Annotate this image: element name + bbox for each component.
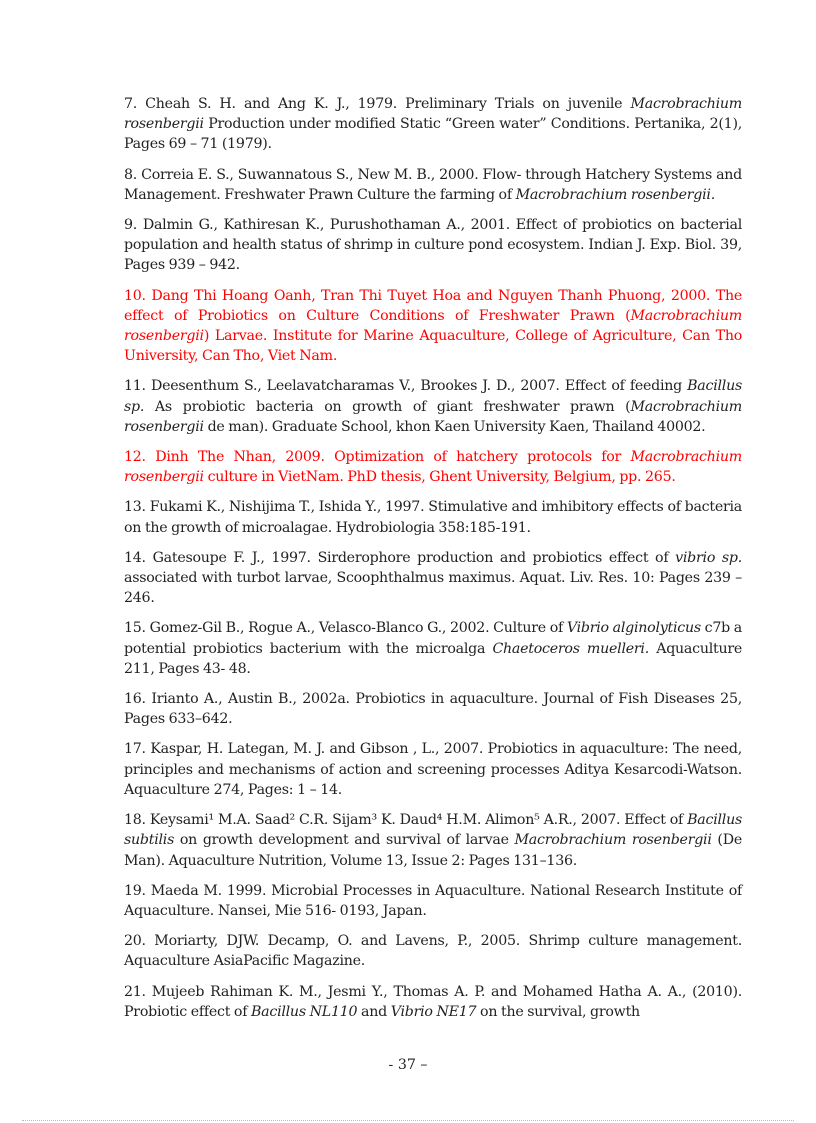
reference-text: 19. Maeda M. 1999. Microbial Processes in Aquaculture. National Research Institute of Aquaculture. Nansei, Mie 516- 0193, Japan. (124, 882, 742, 919)
reference-entry-18 (124, 810, 742, 871)
reference-text: Production under modified Static “Green water” Conditions. Pertanika, 2(1), Pages 69 – 71 (1979). (124, 116, 742, 153)
reference-italic-text: Vibrio NE17 (390, 1003, 477, 1020)
reference-list (124, 94, 742, 1032)
reference-italic-text: Macrobrachium rosenbergii (124, 96, 742, 133)
reference-text: de man). Graduate School, khon Kaen University Kaen, Thailand 40002. (203, 418, 706, 435)
reference-entry-17 (124, 739, 742, 800)
reference-text: ) Larvae. Institute for Marine Aquaculture, College of Agriculture, Can Tho University, Can Tho, Viet Nam. (124, 328, 742, 365)
reference-entry-14 (124, 548, 742, 609)
reference-italic-text: vibrio sp. (675, 549, 742, 566)
reference-text: 9. Dalmin G., Kathiresan K., Purushothaman A., 2001. Effect of probiotics on bacterial population and health status of shrimp in culture pond ecosystem. Indian J. Exp. Biol. 39, Pages 939 – 942. (124, 217, 742, 274)
page-number: - 37 – (388, 1057, 428, 1073)
reference-italic-text: Macrobrachium rosenbergii (124, 449, 742, 486)
reference-italic-text: Bacillus sp. (124, 378, 742, 415)
reference-text: (De Man). Aquaculture Nutrition, Volume 13, Issue 2: Pages 131–136. (124, 832, 742, 869)
reference-entry-19 (124, 881, 742, 921)
reference-entry-13 (124, 497, 742, 537)
reference-entry-16 (124, 689, 742, 729)
reference-text: 12. Dinh The Nhan, 2009. Optimization of hatchery protocols for (124, 449, 631, 466)
reference-text: 16. Irianto A., Austin B., 2002a. Probiotics in aquaculture. Journal of Fish Diseases 25, Pages 633–642. (124, 691, 742, 728)
reference-entry-15 (124, 618, 742, 679)
reference-entry-10 (124, 286, 742, 367)
reference-text: 17. Kaspar, H. Lategan, M. J. and Gibson , L., 2007. Probiotics in aquaculture: The need, principles and mechanisms of action and screening processes Aditya Kesarcodi-Watson. Aquaculture 274, Pages: 1 – 14. (124, 741, 742, 798)
reference-text: 18. Keysami¹ M.A. Saad² C.R. Sijam³ K. Daud⁴ H.M. Alimon⁵ A.R., 2007. Effect of (124, 812, 688, 829)
reference-entry-12 (124, 447, 742, 487)
reference-text: As probiotic bacteria on growth of giant freshwater prawn ( (144, 398, 631, 415)
reference-text: 8. Correia E. S., Suwannatous S., New M. B., 2000. Flow- through Hatchery Systems and Management. Freshwater Prawn Culture the farming of (124, 166, 742, 203)
reference-italic-text: Chaetoceros muelleri. (492, 640, 649, 657)
reference-text: 11. Deesenthum S., Leelavatcharamas V., Brookes J. D., 2007. Effect of feeding (124, 378, 688, 395)
reference-entry-9 (124, 215, 742, 276)
reference-text: 21. Mujeeb Rahiman K. M., Jesmi Y., Thomas A. P. and Mohamed Hatha A. A., (2010). Probiotic effect of (124, 983, 742, 1020)
reference-italic-text: Bacillus NL110 (250, 1003, 358, 1020)
reference-text: Aquaculture 211, Pages 43- 48. (124, 640, 743, 677)
reference-text: 10. Dang Thi Hoang Oanh, Tran Thi Tuyet Hoa and Nguyen Thanh Phuong, 2000. The effect of Probiotics on Culture Conditions of Freshwater Prawn ( (124, 287, 742, 324)
reference-text: c7b a potential probiotics bacterium with the microalga (124, 620, 743, 657)
reference-italic-text: Vibrio alginolyticus (566, 620, 701, 637)
reference-text: on the survival, growth (476, 1003, 640, 1020)
reference-text: 13. Fukami K., Nishijima T., Ishida Y., 1997. Stimulative and imhibitory effects of bacteria on the growth of microalagae. Hydrobiologia 358:185-191. (124, 499, 742, 536)
reference-entry-21 (124, 982, 742, 1022)
reference-italic-text: Macrobrachium rosenbergii (124, 398, 742, 435)
reference-italic-text: Macrobrachium rosenbergii (514, 832, 712, 849)
reference-entry-7 (124, 94, 742, 155)
reference-text: on growth development and survival of larvae (174, 832, 515, 849)
reference-text: 7. Cheah S. H. and Ang K. J., 1979. Preliminary Trials on juvenile (124, 96, 631, 112)
reference-italic-text: Macrobrachium rosenbergii (124, 307, 742, 345)
reference-entry-11 (124, 376, 742, 437)
reference-entry-8 (124, 165, 742, 205)
reference-text: associated with turbot larvae, Scoophthalmus maximus. Aquat. Liv. Res. 10: Pages 239 – 246. (124, 570, 742, 607)
reference-italic-text: Bacillus subtilis (124, 812, 742, 849)
reference-text: and (357, 1003, 391, 1020)
reference-entry-20 (124, 931, 742, 971)
reference-text: culture in VietNam. PhD thesis, Ghent University, Belgium, pp. 265. (203, 469, 676, 486)
reference-text: 15. Gomez-Gil B., Rogue A., Velasco-Blanco G., 2002. Culture of (124, 620, 567, 637)
page-bottom-divider (22, 1120, 794, 1121)
reference-text: 14. Gatesoupe F. J., 1997. Sirderophore production and probiotics effect of (124, 549, 676, 566)
reference-text: 20. Moriarty, DJW. Decamp, O. and Lavens, P., 2005. Shrimp culture management. Aquaculture AsiaPacific Magazine. (124, 933, 742, 970)
reference-italic-text: Macrobrachium rosenbergii. (515, 186, 715, 203)
